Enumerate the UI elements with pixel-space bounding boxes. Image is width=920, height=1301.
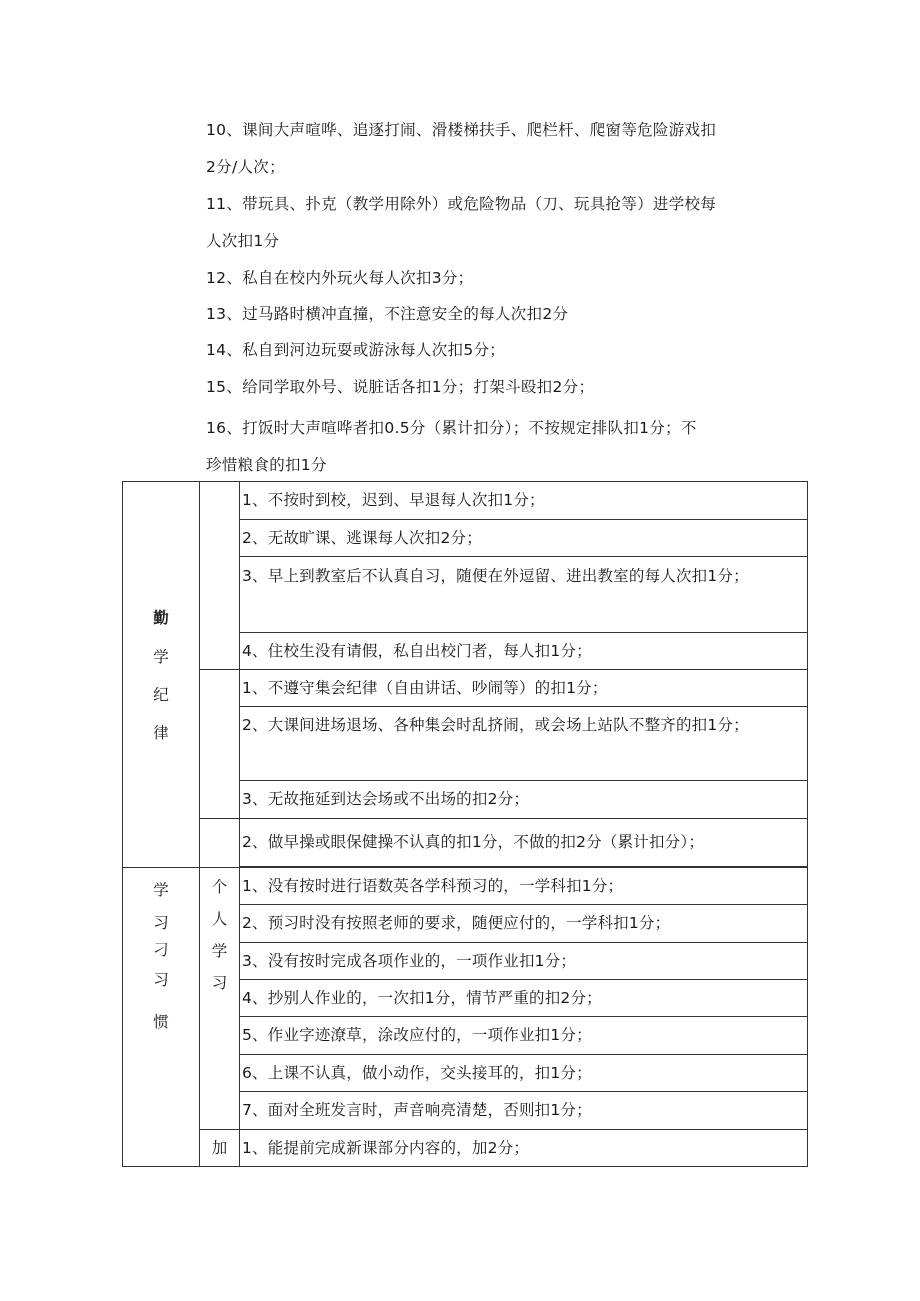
rule-line: 16、打饭时大声喧哗者扣0.5分（累计扣分）；不按规定排队扣1分；不 (206, 419, 697, 437)
rule-14 (206, 332, 816, 369)
bonus-label: 加 (200, 1130, 240, 1167)
table-cell: 1、不遵守集会纪律（自由讲话、吵闹等）的扣1分； (240, 670, 808, 707)
section-label-char: 习 (153, 914, 169, 932)
table-cell: 3、无故拖延到达会场或不出场的扣2分； (240, 781, 808, 819)
subgroup-label-char: 习 (211, 974, 228, 992)
rule-line: 11、带玩具、扑克（教学用除外）或危险物品（刀、玩具抢等）进学校每 (206, 195, 717, 213)
section-label-char: 律 (153, 723, 169, 742)
subgroup-cell (200, 482, 240, 670)
section-label-study-habits (123, 868, 200, 1167)
section-label-char: 学 (153, 881, 169, 899)
rule-line: 10、课间大声喧哗、追逐打闹、滑楼梯扶手、爬栏杆、爬窗等危险游戏扣 (206, 121, 717, 139)
subgroup-label-char: 人 (211, 910, 228, 928)
rule-line: 14、私自到河边玩耍或游泳每人次扣5分； (206, 341, 506, 359)
subgroup-label-char: 个 (211, 878, 228, 896)
table-cell: 6、上课不认真，做小动作，交头接耳的，扣1分； (240, 1055, 808, 1092)
table-cell: 2、无故旷课、逃课每人次扣2分； (240, 520, 808, 557)
table-cell: 2、做早操或眼保健操不认真的扣1分，不做的扣2分（累计扣分）； (240, 819, 808, 867)
rule-line: 人次扣1分 (206, 232, 280, 250)
rule-line: 15、给同学取外号、说脏话各扣1分；打架斗殴扣2分； (206, 378, 595, 396)
section-label-char: 习 (153, 971, 169, 989)
rule-15 (206, 369, 816, 406)
table-cell: 4、住校生没有请假，私自出校门者，每人扣1分； (240, 633, 808, 670)
subgroup-cell (200, 670, 240, 819)
table-row (123, 482, 808, 520)
table-cell: 1、没有按时进行语数英各学科预习的，一学科扣1分； (240, 868, 808, 905)
table-cell: 1、不按时到校，迟到、早退每人次扣1分； (240, 482, 808, 520)
table-cell: 2、大课间进场退场、各种集会时乱挤闹，或会场上站队不整齐的扣1分； (240, 707, 808, 781)
table-cell: 3、没有按时完成各项作业的，一项作业扣1分； (240, 943, 808, 980)
table-row (123, 868, 808, 905)
section-label-char: 惯 (153, 1013, 169, 1031)
table-row (123, 819, 808, 867)
table-cell: 4、抄别人作业的，一次扣1分，情节严重的扣2分； (240, 980, 808, 1017)
section-label-char: 刁 (153, 941, 169, 959)
rule-13 (206, 296, 816, 333)
rule-10 (206, 112, 816, 186)
subgroup-cell (200, 819, 240, 868)
table-cell: 2、预习时没有按照老师的要求，随便应付的，一学科扣1分； (240, 905, 808, 943)
subgroup-label-char: 学 (211, 942, 228, 960)
table-cell: 3、早上到教室后不认真自习，随便在外逗留、进出教室的每人次扣1分； (240, 557, 808, 633)
section-label-char: 勤 (153, 608, 169, 627)
table-cell: 5、作业字迹潦草，涂改应付的，一项作业扣1分； (240, 1017, 808, 1055)
rules-table (122, 481, 808, 1167)
rule-line: 2分/人次； (206, 158, 285, 176)
rule-line: 13、过马路时横冲直撞，不注意安全的每人次扣2分 (206, 305, 569, 323)
rule-12 (206, 260, 816, 297)
subgroup-label-personal-study (200, 868, 240, 1130)
table-cell: 7、面对全班发言时，声音响亮清楚，否则扣1分； (240, 1092, 808, 1130)
table-row (123, 670, 808, 707)
section-label-char: 纪 (153, 685, 169, 704)
section-label-char: 学 (153, 647, 169, 666)
rule-line: 珍惜粮食的扣1分 (206, 456, 327, 474)
rule-11 (206, 186, 816, 260)
table-cell: 1、能提前完成新课部分内容的，加2分； (240, 1130, 808, 1167)
table-row (123, 1130, 808, 1167)
rule-16 (206, 410, 816, 484)
section-label-discipline (123, 482, 200, 868)
rule-line: 12、私自在校内外玩火每人次扣3分； (206, 269, 474, 287)
